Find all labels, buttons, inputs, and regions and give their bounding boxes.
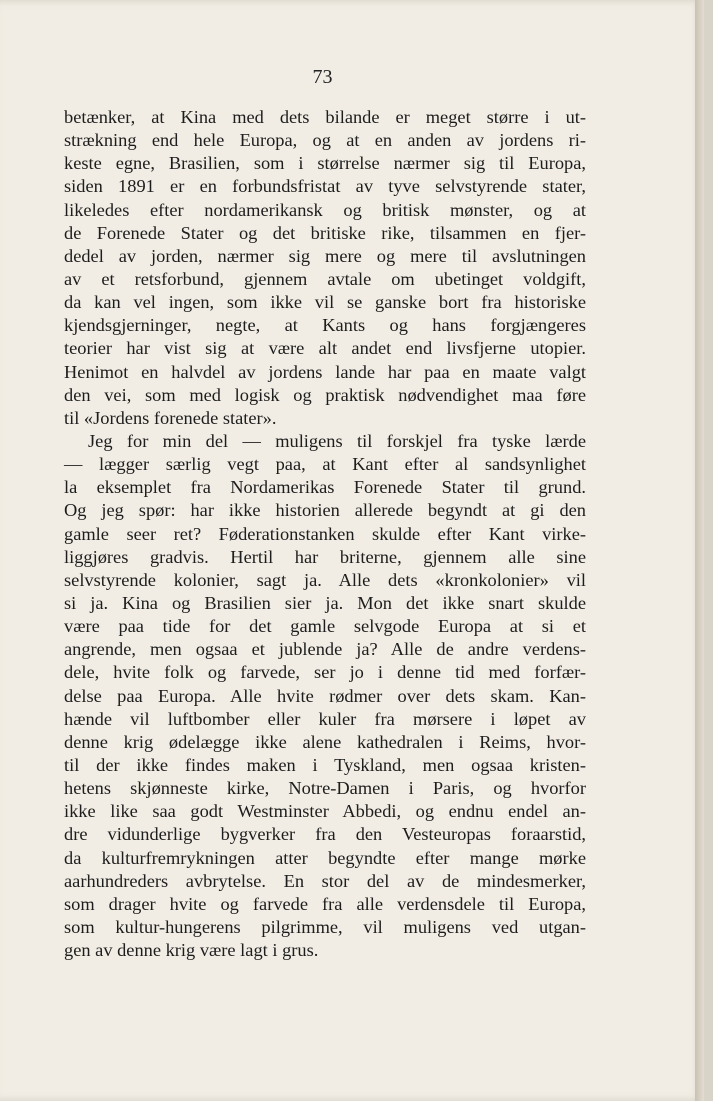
text-line: liggjøres gradvis. Hertil har briterne, gjennem alle sine: [64, 546, 586, 567]
text-line: av et retsforbund, gjennem avtale om ubetinget voldgift,: [64, 268, 586, 289]
text-line: selvstyrende kolonier, sagt ja. Alle dets «kronkolonier» vil: [64, 569, 586, 590]
text-line: si ja. Kina og Brasilien sier ja. Mon det ikke snart skulde: [64, 592, 586, 613]
text-line: til der ikke findes maken i Tyskland, men ogsaa kristen-: [64, 754, 586, 775]
text-line: ikke like saa godt Westminster Abbedi, og endnu endel an-: [64, 801, 586, 822]
text-line: da kulturfremrykningen atter begyndte efter mange mørke: [64, 847, 586, 868]
text-line: dre vidunderlige bygverker fra den Vesteuropas foraarstid,: [64, 824, 586, 845]
text-line: keste egne, Brasilien, som i størrelse nærmer sig til Europa,: [64, 153, 586, 174]
text-line: dele, hvite folk og farvede, ser jo i denne tid med forfær-: [64, 662, 586, 683]
text-line: likeledes efter nordamerikansk og britisk mønster, og at: [64, 199, 586, 220]
text-line: den vei, som med logisk og praktisk nødvendighet maa føre: [64, 384, 586, 405]
text-line: la eksemplet fra Nordamerikas Forenede Stater til grund.: [64, 477, 586, 498]
text-line: som kultur-hungerens pilgrimme, vil muligens ved utgan-: [64, 916, 586, 937]
text-line: — lægger særlig vegt paa, at Kant efter al sandsynlighet: [64, 454, 586, 475]
text-line: denne krig ødelægge ikke alene kathedralen i Reims, hvor-: [64, 731, 586, 752]
text-line: angrende, men ogsaa et jublende ja? Alle de andre verdens-: [64, 639, 586, 660]
text-line: de Forenede Stater og det britiske rike, tilsammen en fjer-: [64, 222, 586, 243]
text-line: da kan vel ingen, som ikke vil se ganske bort fra historiske: [64, 292, 586, 313]
text-line: som drager hvite og farvede fra alle verdensdele til Europa,: [64, 893, 586, 914]
text-line: kjendsgjerninger, negte, at Kants og hans forgjængeres: [64, 315, 586, 336]
text-line: gen av denne krig være lagt i grus.: [64, 940, 319, 961]
body-text: [64, 106, 586, 962]
text-line: siden 1891 er en forbundsfristat av tyve selvstyrende stater,: [64, 176, 586, 197]
text-line: hetens skjønneste kirke, Notre-Damen i Paris, og hvorfor: [64, 778, 586, 799]
text-line: delse paa Europa. Alle hvite rødmer over dets skam. Kan-: [64, 685, 586, 706]
text-line: aarhundreders avbrytelse. En stor del av de mindesmerker,: [64, 870, 586, 891]
text-line: betænker, at Kina med dets bilande er meget større i ut-: [64, 107, 586, 127]
text-line: strækning end hele Europa, og at en anden av jordens ri-: [64, 130, 586, 151]
text-line: gamle seer ret? Føderationstanken skulde efter Kant virke-: [64, 523, 586, 544]
page-number: 73: [312, 66, 333, 88]
text-line: til «Jordens forenede stater».: [64, 407, 277, 428]
text-line: være paa tide for det gamle selvgode Europa at si et: [64, 616, 586, 637]
text-line: dedel av jorden, nærmer sig mere og mere til avslutningen: [64, 245, 586, 266]
text-line: Og jeg spør: har ikke historien allerede begyndt at gi den: [64, 500, 586, 521]
text-line: teorier har vist sig at være alt andet end livsfjerne utopier.: [64, 338, 586, 359]
text-line: Henimot en halvdel av jordens lande har paa en maate valgt: [64, 361, 586, 382]
text-line: hænde vil luftbomber eller kuler fra mørsere i løpet av: [64, 708, 586, 729]
page-edge: [695, 0, 704, 1101]
text-line: Jeg for min del — muligens til forskjel fra tyske lærde: [88, 430, 586, 451]
